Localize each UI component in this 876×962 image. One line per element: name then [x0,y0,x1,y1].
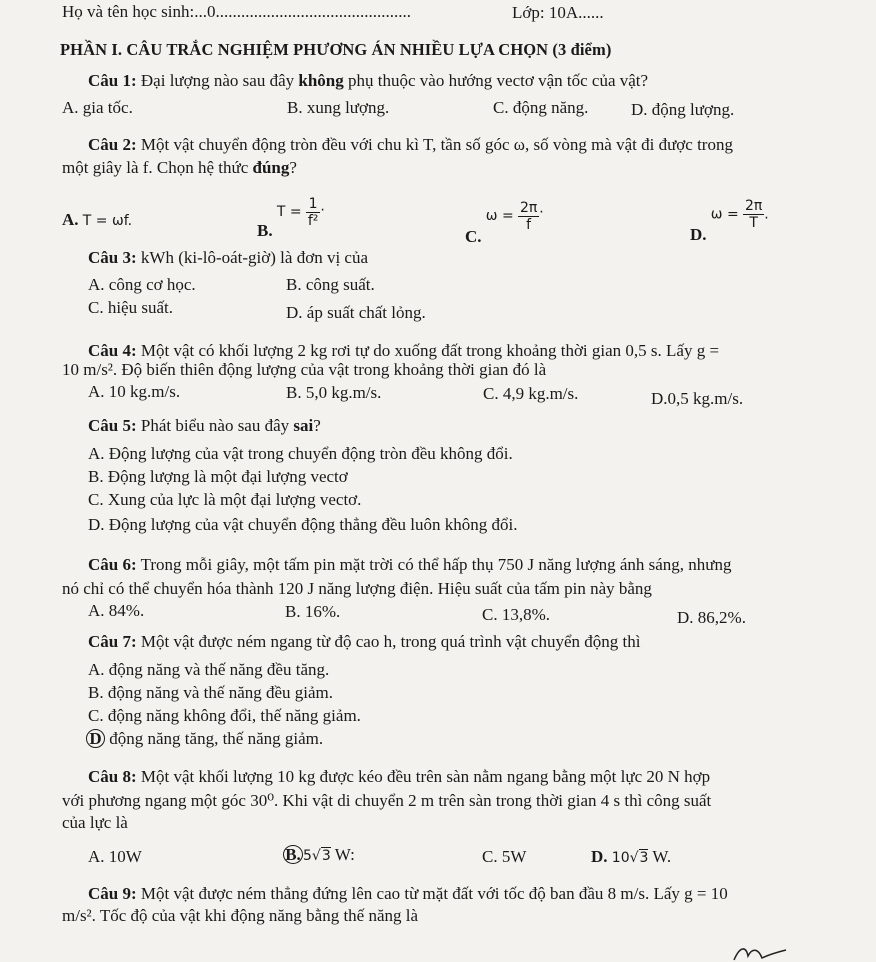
question-label: Câu 2: [88,135,137,154]
formula-lhs: T = [276,204,302,221]
student-name-line [62,2,411,22]
q3-option-d: D. áp suất chất lỏng. [286,303,426,322]
q4-option-b: B. 5,0 kg.m/s. [286,383,382,402]
option-label: D. [690,225,707,245]
formula-end: . [539,200,544,217]
unit: W: [330,845,355,864]
radicand: 3 [639,850,649,866]
question-2-line-2 [62,158,297,178]
question-5 [88,416,321,436]
question-label: Câu 3: [88,248,137,267]
formula-lhs: ω = [710,206,739,223]
question-text: ? [289,158,297,177]
question-label: Câu 9: [88,884,137,903]
question-9 [88,884,728,904]
denominator: f [526,217,532,233]
formula-coefficient: 5 [303,848,312,864]
formula: T = ωf. [82,213,133,229]
question-8 [88,767,710,787]
q5-option-b: B. Động lượng là một đại lượng vectơ [88,467,348,486]
question-label: Câu 6: [88,555,137,574]
pen-scribble [730,938,790,962]
q3-option-a: A. công cơ học. [88,275,196,294]
question-2 [88,135,733,155]
q1-option-d: D. động lượng. [631,100,735,119]
formula-lhs: ω = [485,208,514,225]
formula-fraction [743,198,764,231]
question-8-line-2: với phương ngang một góc 30⁰. Khi vật di chuyển 2 m trên sàn trong thời gian 4 s thì công suất [62,791,712,810]
formula-end: . [764,206,769,223]
denominator: f² [307,213,319,229]
emphasis-text: không [298,71,344,90]
question-3 [88,248,368,268]
q1-option-a: A. gia tốc. [62,98,133,117]
option-label: B. [257,221,273,241]
q3-option-b: B. công suất. [286,275,375,294]
option-label: C. [465,227,482,247]
student-name-label: Họ và tên học sinh: [62,2,195,21]
question-9-line-2: m/s². Tốc độ của vật khi động năng bằng thế năng là [62,906,419,925]
question-text: Đại lượng nào sau đây [136,71,299,90]
question-label: Câu 1: [88,71,137,90]
q8-option-c: C. 5W [482,847,527,866]
formula-fraction [518,200,539,233]
question-text: Một vật khối lượng 10 kg được kéo đều trên sàn nằm ngang bằng một lực 20 N hợp [136,767,711,786]
denominator: T [749,215,758,231]
emphasis-text: đúng [252,158,290,177]
radical-sign: √ [629,850,639,866]
formula-end: . [320,198,325,215]
question-text: Một vật được ném ngang từ độ cao h, trong quá trình vật chuyển động thì [136,632,641,651]
question-4 [88,341,719,361]
question-8-line-3: của lực là [62,813,128,832]
emphasis-text: sai [293,416,314,435]
numerator: 1 [306,196,321,213]
question-label: Câu 4: [88,341,137,360]
question-text: Một vật được ném thẳng đứng lên cao từ mặt đất với tốc độ ban đầu 8 m/s. Lấy g = 10 [136,884,728,903]
option-text: động năng tăng, thế năng giảm. [105,729,324,748]
q4-option-a: A. 10 kg.m/s. [88,382,181,401]
question-text: ? [313,416,321,435]
q7-option-b: B. động năng và thế năng đều giảm. [88,683,334,702]
q7-option-d [86,729,323,749]
q8-option-a: A. 10W [88,847,142,866]
question-4-line-2: 10 m/s². Độ biến thiên động lượng của vật trong khoảng thời gian đó là [62,360,547,379]
q2-option-c [465,192,544,247]
question-label: Câu 7: [88,632,137,651]
question-label: Câu 5: [88,416,137,435]
radical-sign: √ [311,848,321,864]
q6-option-d: D. 86,2%. [677,608,746,627]
q5-option-a: A. Động lượng của vật trong chuyển động tròn đều không đổi. [88,444,513,463]
question-7 [88,632,640,652]
question-text: Một vật có khối lượng 2 kg rơi tự do xuống đất trong khoảng thời gian 0,5 s. Lấy g = [136,341,720,360]
question-label: Câu 8: [88,767,137,786]
q1-option-b: B. xung lượng. [287,98,390,117]
q5-option-c: C. Xung của lực là một đại lượng vectơ. [88,490,362,509]
student-name-value: ...0.............................................. [194,2,411,21]
q2-option-a [62,210,132,231]
question-6 [88,555,732,575]
question-text: kWh (ki-lô-oát-giờ) là đơn vị của [136,248,369,267]
q6-option-c: C. 13,8%. [482,605,550,624]
question-text: Một vật chuyển động tròn đều với chu kì T, tần số góc ω, số vòng mà vật đi được trong [136,135,733,154]
q5-option-d: D. Động lượng của vật chuyển động thẳng đều luôn không đổi. [88,515,518,534]
formula-fraction [306,196,321,229]
formula-coefficient: 10 [611,850,630,866]
q7-option-a: A. động năng và thế năng đều tăng. [88,660,330,679]
q8-option-d [591,847,671,868]
unit: W. [648,847,672,866]
q4-option-d: D.0,5 kg.m/s. [651,389,744,408]
circled-answer-mark: D [86,729,105,748]
q7-option-c: C. động năng không đổi, thế năng giảm. [88,706,361,725]
q8-option-b [283,845,355,866]
numerator: 2π [519,200,538,216]
q1-option-c: C. động năng. [493,98,589,117]
question-text: Trong mỗi giây, một tấm pin mặt trời có thể hấp thụ 750 J năng lượng ánh sáng, nhưng [136,555,732,574]
q2-option-b [257,190,325,241]
q4-option-c: C. 4,9 kg.m/s. [483,384,579,403]
option-label: D. [591,847,608,866]
class-line: Lớp: 10A...... [512,3,604,22]
q3-option-c: C. hiệu suất. [88,298,173,317]
question-6-line-2: nó chỉ có thể chuyển hóa thành 120 J năng lượng điện. Hiệu suất của tấm pin này bằng [62,579,652,598]
q2-option-d [690,198,769,245]
numerator: 2π [744,198,763,214]
question-text: một giây là f. Chọn hệ thức [62,158,253,177]
q6-option-b: B. 16%. [285,602,341,621]
option-label: A. [62,210,79,229]
circled-answer-mark: B. [283,845,303,864]
question-text: phụ thuộc vào hướng vectơ vận tốc của vật? [343,71,649,90]
section-title: PHẦN I. CÂU TRẮC NGHIỆM PHƯƠNG ÁN NHIỀU LỰA CHỌN (3 điểm) [60,40,612,59]
q6-option-a: A. 84%. [88,601,145,620]
question-text: Phát biểu nào sau đây [136,416,294,435]
question-1 [88,71,648,91]
radicand: 3 [321,848,331,864]
